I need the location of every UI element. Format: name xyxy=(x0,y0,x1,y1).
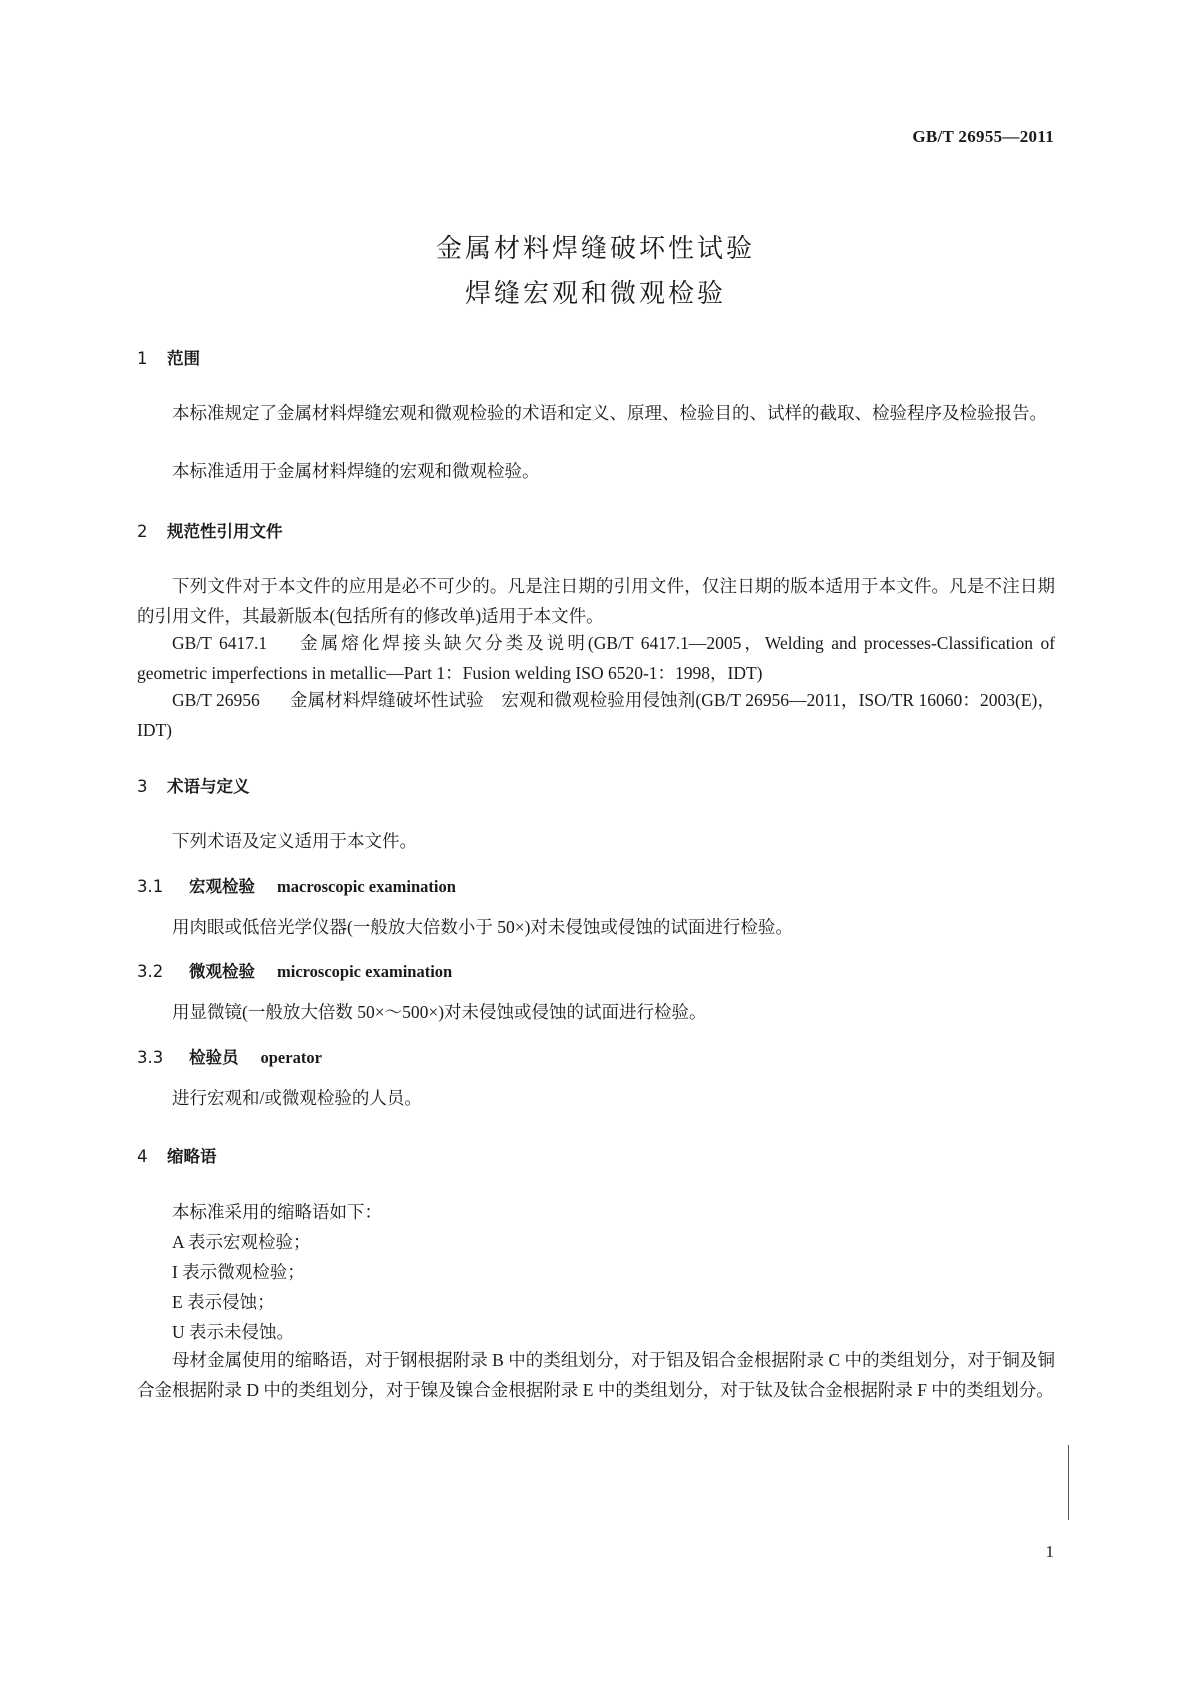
section-3-heading xyxy=(137,773,250,797)
page-number: 1 xyxy=(1045,1542,1054,1561)
paragraph: 下列文件对于本文件的应用是必不可少的。凡是注日期的引用文件，仅注日期的版本适用于本文件。凡是不注日期的引用文件，其最新版本(包括所有的修改单)适用于本文件。 xyxy=(137,576,1055,626)
term-zh: 微观检验 xyxy=(189,962,255,981)
section-4-heading xyxy=(137,1143,217,1167)
paragraph: 本标准规定了金属材料焊缝宏观和微观检验的术语和定义、原理、检验目的、试样的截取、检验程序及检验报告。 xyxy=(172,403,1047,423)
term-3-3-heading xyxy=(137,1044,322,1068)
section-number: 3 xyxy=(137,777,148,796)
revision-bar xyxy=(1068,1445,1069,1520)
list-item: U 表示未侵蚀。 xyxy=(172,1322,295,1342)
normative-reference xyxy=(137,685,1055,745)
section-title: 缩略语 xyxy=(167,1147,217,1166)
paragraph: 本标准采用的缩略语如下： xyxy=(172,1202,382,1222)
section-title: 规范性引用文件 xyxy=(167,522,283,541)
term-zh: 检验员 xyxy=(189,1048,239,1067)
reference-code: GB/T 6417.1 xyxy=(172,633,268,653)
section-title: 范围 xyxy=(167,349,200,368)
standard-code: GB/T 26955—2011 xyxy=(912,127,1054,146)
document-title-line2: 焊缝宏观和微观检验 xyxy=(464,279,726,309)
section-2-heading xyxy=(137,518,283,542)
term-number: 3.3 xyxy=(137,1048,164,1067)
term-definition: 用显微镜(一般放大倍数 50×～500×)对未侵蚀或侵蚀的试面进行检验。 xyxy=(172,1002,707,1022)
paragraph: 本标准适用于金属材料焊缝的宏观和微观检验。 xyxy=(172,461,540,481)
term-en: operator xyxy=(260,1048,322,1067)
normative-reference xyxy=(137,628,1055,688)
paragraph: 母材金属使用的缩略语，对于钢根据附录 B 中的类组划分，对于铝及铝合金根据附录 C 中的类组划分，对于铜及铜合金根据附录 D 中的类组划分，对于镍及镍合金根据附录 E 中的类组划分，对于钛及钛合金根据附录 F 中的类组划分。 xyxy=(137,1350,1055,1400)
term-en: microscopic examination xyxy=(277,962,453,981)
term-number: 3.1 xyxy=(137,877,164,896)
term-3-1-heading xyxy=(137,873,456,897)
list-item: I 表示微观检验； xyxy=(172,1262,305,1282)
term-3-2-heading xyxy=(137,958,452,982)
reference-code: GB/T 26956 xyxy=(172,690,260,710)
term-definition: 进行宏观和/或微观检验的人员。 xyxy=(172,1088,422,1108)
section-number: 4 xyxy=(137,1147,148,1166)
document-title-line1: 金属材料焊缝破坏性试验 xyxy=(435,234,755,264)
reference-title: 金属材料焊缝破坏性试验 宏观和微观检验用侵蚀剂 xyxy=(289,690,696,710)
section-title: 术语与定义 xyxy=(167,777,250,796)
section-1-heading xyxy=(137,345,200,369)
list-item: E 表示侵蚀； xyxy=(172,1292,275,1312)
reference-title: 金属熔化焊接头缺欠分类及说明 xyxy=(297,633,588,653)
paragraph: 下列术语及定义适用于本文件。 xyxy=(172,831,417,851)
reference-detail: (GB/T 26956—2011，ISO/TR 16060：2003(E)，IDT) xyxy=(137,690,1056,740)
list-item: A 表示宏观检验； xyxy=(172,1232,311,1252)
term-definition: 用肉眼或低倍光学仪器(一般放大倍数小于 50×)对未侵蚀或侵蚀的试面进行检验。 xyxy=(172,917,793,937)
term-zh: 宏观检验 xyxy=(189,877,255,896)
reference-detail: (GB/T 6417.1—2005，Welding and processes-Classification of geometric imperfections in metallic—Part 1：Fusion welding ISO 6520-1：1998，IDT) xyxy=(137,633,1056,683)
term-en: macroscopic examination xyxy=(277,877,456,896)
section-number: 1 xyxy=(137,349,148,368)
term-number: 3.2 xyxy=(137,962,164,981)
section-number: 2 xyxy=(137,522,148,541)
